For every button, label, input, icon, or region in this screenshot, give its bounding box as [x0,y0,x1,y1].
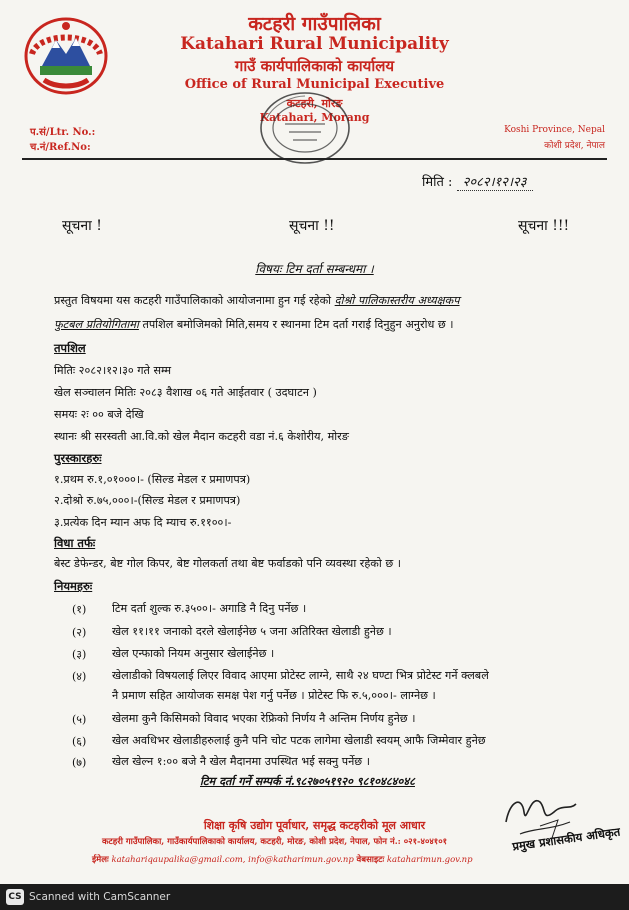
intro-text-2b: तपशिल बमोजिमको मिति,समय र स्थानमा टिम दर्ता गराई दिनुहुन अनुरोध छ । [142,318,454,331]
office-name-np: गाउँ कार्यपालिकाको कार्यालय [234,57,395,75]
location-np: कटहरी, मोरङ [286,97,343,110]
scanner-watermark-bar [0,884,629,910]
notice-heading-2: सूचना !! [289,218,335,234]
intro-text-2a: फुटबल प्रतियोगितामा [54,318,139,331]
rule-number: (५) [72,713,87,726]
office-name-en: Office of Rural Municipal Executive [184,77,445,92]
date-label: मिति : [422,175,453,190]
rule-number: (६) [72,735,87,748]
municipality-name-np: कटहरी गाउँपालिका [248,13,381,35]
prize-line: ३.प्रत्येक दिन म्यान अफ दि म्याच रु.११००।- [54,516,232,529]
rule-text: खेल खेल्न १:०० बजे नै खेल मैदानमा उपस्थित भई सक्नु पर्नेछ । [112,755,370,768]
date-value: २०८२।१२।२३ [457,175,533,191]
details-line: समयः २ः ०० बजे देखि [54,408,144,421]
rule-text: टिम दर्ता शुल्क रु.३५००।- अगाडि नै दिनु पर्नेछ । [112,602,307,615]
notice-heading-1: सूचना ! [62,218,102,234]
footer-tagline: शिक्षा कृषि उद्योग पूर्वाधार, समृद्ध कटहरीको मूल आधार [203,819,426,832]
rule-number: (४) [72,670,87,683]
intro-line-2 [54,318,454,331]
email-label: ईमेलः [92,855,109,865]
date-line [422,172,533,190]
signatory-title: प्रमुख प्रशासकीय अधिकृत [511,824,622,854]
special-line: बेस्ट डेफेन्डर, बेष्ट गोल किपर, बेष्ट गोलकर्ता तथा बेष्ट फर्वाडको पनि व्यवस्था रहेको छ । [54,557,401,570]
website-label: वेबसाइटः [356,855,385,865]
details-line: मितिः २०८२।१२।३० गते सम्म [54,364,172,377]
rule-number: (२) [72,626,87,639]
rule-text-continued: नै प्रमाण सहित आयोजक समक्ष पेश गर्नु पर्नेछ । प्रोटेस्ट फि रु.५,०००।- लाग्नेछ । [112,689,436,702]
rule-text: खेलाडीको विषयलाई लिएर विवाद आएमा प्रोटेस्ट लाग्ने, साथै २४ घण्टा भित्र प्रोटेस्ट गर्ने क्लबले [112,669,489,682]
intro-line-1 [54,294,460,307]
prizes-heading: पुरस्कारहरुः [54,451,102,465]
prize-line: १.प्रथम रु.१,०१०००।- (सिल्ड मेडल र प्रमाणपत्र) [54,473,251,486]
details-heading: तपशिल [54,341,86,355]
contact-line: टिम दर्ता गर्ने सम्पर्क नं.९८२७०५१९२० ९८१०४८४०४८ [200,774,415,788]
header-divider [22,158,607,160]
location-en: Katahari, Morang [259,111,370,124]
rule-text: खेल ११।११ जनाको दरले खेलाईनेछ ५ जना अतिरिक्त खेलाडी हुनेछ । [112,625,392,638]
province-en: Koshi Province, Nepal [504,125,605,135]
intro-text-1b: दोश्रो पालिकास्तरीय अध्यक्षकप [334,294,460,307]
letter-number-label: प.सं/Ltr. No.: [30,127,96,138]
website-address[interactable]: kataharimun.gov.np [386,855,473,865]
prize-line: २.दोश्रो रु.७५,०००।-(सिल्ड मेडल र प्रमाणपत्र) [54,494,241,507]
special-heading: विधा तर्फः [54,536,96,550]
rules-heading: नियमहरुः [54,579,93,593]
details-line: स्थानः श्री सरस्वती आ.वि.को खेल मैदान कटहरी वडा नं.६ केशोरीय, मोरङ [54,430,349,443]
rule-number: (१) [72,603,87,616]
office-stamp [255,88,355,168]
email-address[interactable]: katahariqaupalika@gmail.com, info@katharimun.gov.np [111,855,354,865]
rule-number: (३) [72,648,87,661]
intro-text-1a: प्रस्तुत विषयमा यस कटहरी गाउँपालिकाको आयोजनामा हुन गई रहेको [54,294,332,307]
reference-number-label: च.नं/Ref.No: [30,142,91,153]
province-np: कोशी प्रदेश, नेपाल [544,141,605,151]
subject-line: विषयः टिम दर्ता सम्बन्धमा । [255,262,374,276]
municipality-name-en: Katahari Rural Municipality [180,34,449,54]
footer-contact [92,854,473,865]
camscanner-logo: CS [6,889,24,905]
footer-address: कटहरी गाउँपालिका, गाउँकार्यपालिकाको कार्यालय, कटहरी, मोरङ, कोशी प्रदेश, नेपाल, फोन नं.: ०२१-४०४१०१ [101,837,448,847]
scanner-text: Scanned with CamScanner [29,891,171,903]
rule-text: खेल एन्फाको नियम अनुसार खेलाईनेछ । [112,647,275,660]
rule-text: खेलमा कुनै किसिमको विवाद भएका रेफ्रिको निर्णय नै अन्तिम निर्णय हुनेछ । [112,712,416,725]
rule-text: खेल अवधिभर खेलाडीहरुलाई कुनै पनि चोट पटक लागेमा खेलाडी स्वयम् आफै जिम्मेवार हुनेछ [112,734,486,747]
rule-number: (७) [72,756,87,769]
details-line: खेल सञ्चालन मितिः २०८३ वैशाख ०६ गते आईतवार ( उदघाटन ) [54,386,317,399]
notice-heading-3: सूचना !!! [518,218,570,234]
